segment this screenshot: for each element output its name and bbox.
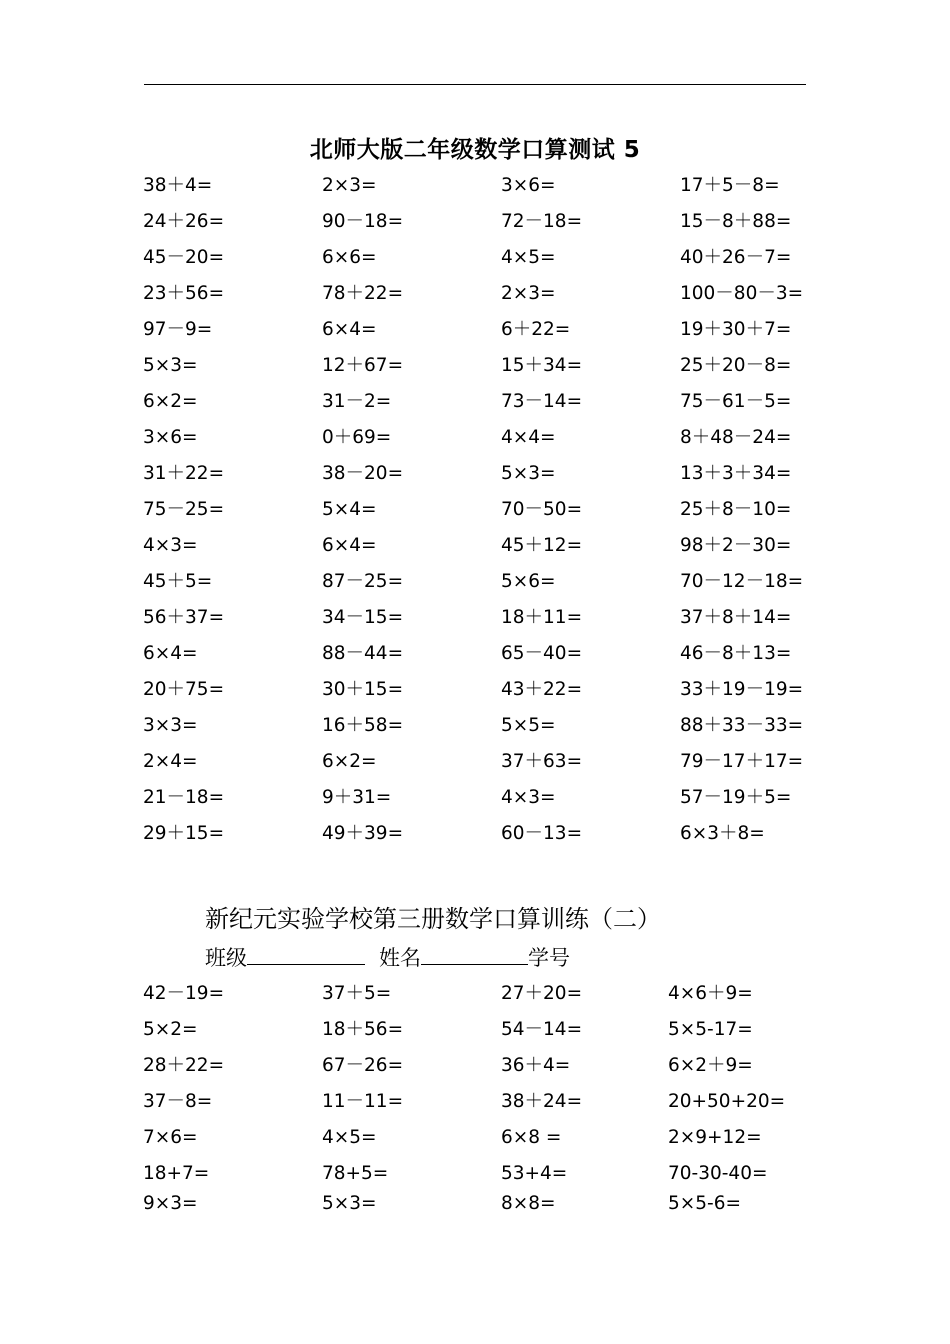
problem-item: 4×3= [501, 787, 556, 808]
problem-item: 19＋30＋7= [680, 319, 792, 340]
problem-item: 31－2= [322, 391, 392, 412]
problem-item: 65－40= [501, 643, 583, 664]
problem-item: 5×6= [501, 571, 556, 592]
problem-item: 3×6= [143, 427, 198, 448]
problem-item: 37－8= [143, 1091, 213, 1112]
problem-item: 12＋67= [322, 355, 404, 376]
problem-item: 54－14= [501, 1019, 583, 1040]
number-label: 学号 [528, 946, 570, 970]
problem-item: 46－8＋13= [680, 643, 792, 664]
problem-item: 25＋8－10= [680, 499, 792, 520]
problem-item: 4×3= [143, 535, 198, 556]
problem-item: 67－26= [322, 1055, 404, 1076]
problem-item: 70-30-40= [668, 1163, 768, 1184]
problem-item: 20＋75= [143, 679, 225, 700]
problem-item: 6×4= [143, 643, 198, 664]
problem-item: 40＋26－7= [680, 247, 792, 268]
problem-item: 5×3= [501, 463, 556, 484]
problem-item: 24＋26= [143, 211, 225, 232]
problem-item: 5×2= [143, 1019, 198, 1040]
problem-item: 3×3= [143, 715, 198, 736]
problem-item: 25＋20－8= [680, 355, 792, 376]
problem-item: 38＋4= [143, 175, 213, 196]
problem-item: 78＋22= [322, 283, 404, 304]
problem-item: 78+5= [322, 1163, 389, 1184]
problem-item: 4×6＋9= [668, 983, 753, 1004]
problem-item: 37＋5= [322, 983, 392, 1004]
name-label: 姓名 [379, 946, 421, 970]
problem-item: 23＋56= [143, 283, 225, 304]
problem-item: 60－13= [501, 823, 583, 844]
problem-item: 11－11= [322, 1091, 404, 1112]
problem-item: 5×3= [143, 355, 198, 376]
problem-item: 88－44= [322, 643, 404, 664]
problem-item: 49＋39= [322, 823, 404, 844]
problem-item: 53+4= [501, 1163, 568, 1184]
problem-item: 15－8＋88= [680, 211, 792, 232]
problem-item: 5×4= [322, 499, 377, 520]
problem-item: 90－18= [322, 211, 404, 232]
problem-item: 2×9+12= [668, 1127, 762, 1148]
problem-item: 9＋31= [322, 787, 392, 808]
problem-item: 100－80－3= [680, 283, 804, 304]
problem-item: 18＋56= [322, 1019, 404, 1040]
problem-item: 2×3= [322, 175, 377, 196]
problem-item: 97－9= [143, 319, 213, 340]
problem-item: 34－15= [322, 607, 404, 628]
problem-item: 6×4= [322, 319, 377, 340]
problem-item: 6×2= [322, 751, 377, 772]
name-blank[interactable] [421, 942, 528, 965]
problem-item: 36＋4= [501, 1055, 571, 1076]
problem-item: 2×4= [143, 751, 198, 772]
problem-item: 21－18= [143, 787, 225, 808]
problem-item: 4×5= [322, 1127, 377, 1148]
problem-item: 6×2= [143, 391, 198, 412]
problem-item: 70－50= [501, 499, 583, 520]
problem-item: 38＋24= [501, 1091, 583, 1112]
problem-item: 37＋8＋14= [680, 607, 792, 628]
problem-item: 79－17＋17= [680, 751, 804, 772]
problem-item: 20+50+20= [668, 1091, 786, 1112]
problem-item: 6×6= [322, 247, 377, 268]
class-label: 班级 [205, 946, 247, 970]
problem-item: 6×8 = [501, 1127, 562, 1148]
header-rule [144, 84, 806, 85]
problem-item: 27＋20= [501, 983, 583, 1004]
problem-item: 9×3= [143, 1193, 198, 1214]
problem-item: 2×3= [501, 283, 556, 304]
problem-item: 6×3＋8= [680, 823, 765, 844]
problem-item: 75－25= [143, 499, 225, 520]
problem-item: 4×5= [501, 247, 556, 268]
problem-item: 38－20= [322, 463, 404, 484]
problem-item: 18＋11= [501, 607, 583, 628]
problem-item: 45＋12= [501, 535, 583, 556]
class-blank[interactable] [247, 942, 365, 965]
problem-item: 42－19= [143, 983, 225, 1004]
problem-item: 8＋48－24= [680, 427, 792, 448]
problem-item: 56＋37= [143, 607, 225, 628]
problem-item: 5×5-6= [668, 1193, 741, 1214]
problem-item: 18+7= [143, 1163, 210, 1184]
worksheet-1-title: 北师大版二年级数学口算测试 5 [309, 137, 641, 163]
problem-item: 0＋69= [322, 427, 392, 448]
problem-item: 45＋5= [143, 571, 213, 592]
problem-item: 13＋3＋34= [680, 463, 792, 484]
problem-item: 6×2＋9= [668, 1055, 753, 1076]
problem-item: 70－12－18= [680, 571, 804, 592]
problem-item: 7×6= [143, 1127, 198, 1148]
problem-item: 5×5= [501, 715, 556, 736]
problem-item: 31＋22= [143, 463, 225, 484]
problem-item: 29＋15= [143, 823, 225, 844]
problem-item: 73－14= [501, 391, 583, 412]
student-info-line [205, 942, 570, 973]
problem-item: 57－19＋5= [680, 787, 792, 808]
problem-item: 8×8= [501, 1193, 556, 1214]
problem-item: 6×4= [322, 535, 377, 556]
problem-item: 17＋5－8= [680, 175, 780, 196]
problem-item: 30＋15= [322, 679, 404, 700]
problem-item: 43＋22= [501, 679, 583, 700]
problem-item: 6＋22= [501, 319, 571, 340]
problem-item: 3×6= [501, 175, 556, 196]
problem-item: 45－20= [143, 247, 225, 268]
problem-item: 37＋63= [501, 751, 583, 772]
problem-item: 87－25= [322, 571, 404, 592]
problem-item: 4×4= [501, 427, 556, 448]
problem-item: 88＋33－33= [680, 715, 804, 736]
problem-item: 5×5-17= [668, 1019, 753, 1040]
problem-item: 98＋2－30= [680, 535, 792, 556]
problem-item: 5×3= [322, 1193, 377, 1214]
problem-item: 72－18= [501, 211, 583, 232]
problem-item: 75－61－5= [680, 391, 792, 412]
problem-item: 33＋19－19= [680, 679, 804, 700]
problem-item: 28＋22= [143, 1055, 225, 1076]
problem-item: 15＋34= [501, 355, 583, 376]
worksheet-2-title: 新纪元实验学校第三册数学口算训练（二） [205, 905, 661, 933]
problem-item: 16＋58= [322, 715, 404, 736]
